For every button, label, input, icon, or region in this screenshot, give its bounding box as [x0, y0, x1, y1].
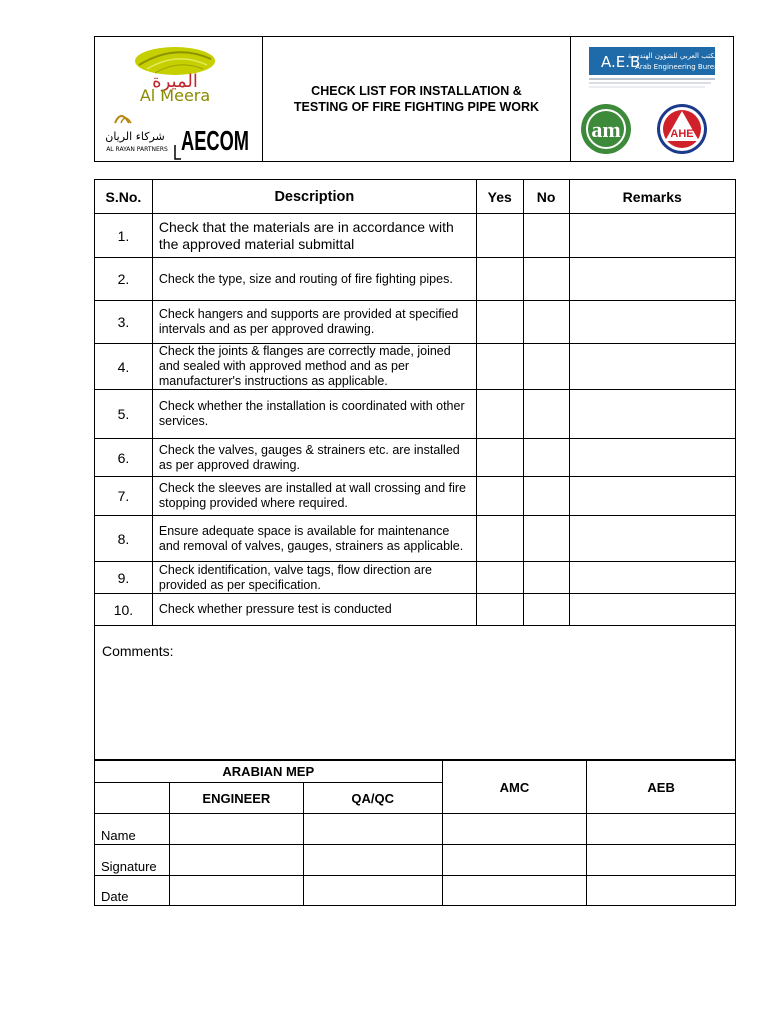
- remarks-cell[interactable]: [569, 562, 736, 594]
- table-row: [95, 390, 736, 439]
- qaqc-name-cell[interactable]: [303, 814, 442, 845]
- document-title: [263, 37, 571, 161]
- row-description: Check hangers and supports are provided at specified intervals and as per approved drawing.: [152, 301, 476, 344]
- remarks-cell[interactable]: [569, 301, 736, 344]
- remarks-cell[interactable]: [569, 516, 736, 562]
- ahe-logo: [657, 104, 707, 154]
- col-header-description: [152, 180, 476, 214]
- yes-cell[interactable]: [476, 439, 523, 477]
- row-number: 1.: [95, 214, 153, 258]
- yes-cell[interactable]: [476, 258, 523, 301]
- remarks-cell[interactable]: [569, 439, 736, 477]
- no-cell[interactable]: [523, 344, 569, 390]
- aeb-header: AEB: [587, 761, 736, 814]
- client-logos: [95, 37, 261, 161]
- table-row: [95, 344, 736, 390]
- row-number: 4.: [95, 344, 153, 390]
- checklist-header-row: [95, 180, 736, 214]
- comments-label: Comments:: [102, 643, 174, 659]
- row-number: 7.: [95, 477, 153, 516]
- aeb-arabic: المكتب العربي للشؤون الهندسية: [627, 52, 723, 60]
- row-description: Check that the materials are in accordance with the approved material submittal: [152, 214, 476, 258]
- engineer-header: ENGINEER: [169, 783, 303, 814]
- document-header: [94, 36, 734, 162]
- qaqc-date-cell[interactable]: [303, 876, 442, 906]
- aeb-mark: A.E.B: [601, 53, 641, 71]
- row-description: Check the joints & flanges are correctly made, joined and sealed with approved method and as per manufacturer's instructions as applicable.: [152, 344, 476, 390]
- row-description: Ensure adequate space is available for maintenance and removal of valves, gauges, strainers as applicable.: [152, 516, 476, 562]
- no-cell[interactable]: [523, 214, 569, 258]
- table-row: [95, 301, 736, 344]
- comments-box[interactable]: [94, 625, 736, 760]
- row-number: 2.: [95, 258, 153, 301]
- remarks-cell[interactable]: [569, 258, 736, 301]
- almeera-name: Al Meera: [139, 86, 211, 105]
- remarks-cell[interactable]: [569, 477, 736, 516]
- row-description: Check the valves, gauges & strainers etc. are installed as per approved drawing.: [152, 439, 476, 477]
- left-logos: [95, 37, 263, 161]
- yes-cell[interactable]: [476, 301, 523, 344]
- no-cell[interactable]: [523, 301, 569, 344]
- yes-cell[interactable]: [476, 516, 523, 562]
- signature-label: Signature: [95, 845, 170, 876]
- table-row: [95, 214, 736, 258]
- amc-header: AMC: [442, 761, 587, 814]
- col-header-sno: S.No.: [95, 180, 153, 214]
- right-logos: [571, 37, 733, 161]
- am-logo: [581, 104, 631, 154]
- no-cell[interactable]: [523, 516, 569, 562]
- row-description: Check the sleeves are installed at wall crossing and fire stopping provided where required.: [152, 477, 476, 516]
- no-cell[interactable]: [523, 562, 569, 594]
- remarks-cell[interactable]: [569, 214, 736, 258]
- qaqc-signature-cell[interactable]: [303, 845, 442, 876]
- table-row: [95, 258, 736, 301]
- no-cell[interactable]: [523, 258, 569, 301]
- amc-date-cell[interactable]: [442, 876, 587, 906]
- consultant-logos: [571, 37, 733, 161]
- aecom-name: AECOM: [181, 125, 249, 156]
- alrayan-logo: [105, 116, 168, 153]
- table-row: [95, 562, 736, 594]
- row-number: 5.: [95, 390, 153, 439]
- qaqc-header: QA/QC: [303, 783, 442, 814]
- signoff-row-date: [95, 876, 736, 906]
- row-number: 3.: [95, 301, 153, 344]
- amc-name-cell[interactable]: [442, 814, 587, 845]
- yes-cell[interactable]: [476, 344, 523, 390]
- aecom-logo: [175, 125, 249, 159]
- col-header-yes: Yes: [476, 180, 523, 214]
- remarks-cell[interactable]: [569, 390, 736, 439]
- yes-cell[interactable]: [476, 214, 523, 258]
- row-description: Check whether pressure test is conducted: [152, 594, 476, 626]
- alrayan-arabic: شركاء الريان: [105, 130, 165, 143]
- table-row: [95, 439, 736, 477]
- title-line-2: TESTING OF FIRE FIGHTING PIPE WORK: [293, 100, 540, 114]
- arabian-mep-header: ARABIAN MEP: [95, 761, 443, 783]
- table-row: [95, 594, 736, 626]
- no-cell[interactable]: [523, 477, 569, 516]
- col-header-no: No: [523, 180, 569, 214]
- table-row: [95, 516, 736, 562]
- row-description: Check identification, valve tags, flow direction are provided as per specification.: [152, 562, 476, 594]
- signoff-header-row: [95, 761, 736, 783]
- signoff-row-signature: [95, 845, 736, 876]
- yes-cell[interactable]: [476, 477, 523, 516]
- yes-cell[interactable]: [476, 562, 523, 594]
- row-number: 9.: [95, 562, 153, 594]
- col-header-remarks: Remarks: [569, 180, 736, 214]
- yes-cell[interactable]: [476, 390, 523, 439]
- signoff-row-name: [95, 814, 736, 845]
- aeb-signature-cell[interactable]: [587, 845, 736, 876]
- row-number: 8.: [95, 516, 153, 562]
- row-description: Check the type, size and routing of fire fighting pipes.: [152, 258, 476, 301]
- no-cell[interactable]: [523, 390, 569, 439]
- amc-signature-cell[interactable]: [442, 845, 587, 876]
- aeb-date-cell[interactable]: [587, 876, 736, 906]
- am-mark: am: [591, 117, 621, 142]
- almeera-logo: [135, 47, 215, 105]
- col-header-description-text: Description: [274, 188, 355, 205]
- signoff-table: [94, 760, 736, 906]
- almeera-arabic: الميرة: [152, 71, 198, 92]
- date-label: Date: [95, 876, 170, 906]
- yes-cell[interactable]: [476, 594, 523, 626]
- aeb-name: Arab Engineering Bureau: [635, 63, 723, 71]
- title-line-1: CHECK LIST FOR INSTALLATION &: [311, 84, 522, 98]
- blank-cell: [95, 783, 170, 814]
- remarks-cell[interactable]: [569, 594, 736, 626]
- ahe-mark: AHE: [670, 128, 694, 140]
- aeb-name-cell[interactable]: [587, 814, 736, 845]
- engineer-name-cell[interactable]: [169, 814, 303, 845]
- row-description: Check whether the installation is coordinated with other services.: [152, 390, 476, 439]
- row-number: 10.: [95, 594, 153, 626]
- row-number: 6.: [95, 439, 153, 477]
- alrayan-name: AL RAYAN PARTNERS: [106, 146, 168, 153]
- engineer-date-cell[interactable]: [169, 876, 303, 906]
- aeb-logo: [589, 47, 723, 87]
- engineer-signature-cell[interactable]: [169, 845, 303, 876]
- checklist-table: [94, 179, 736, 626]
- no-cell[interactable]: [523, 594, 569, 626]
- table-row: [95, 477, 736, 516]
- no-cell[interactable]: [523, 439, 569, 477]
- name-label: Name: [95, 814, 170, 845]
- remarks-cell[interactable]: [569, 344, 736, 390]
